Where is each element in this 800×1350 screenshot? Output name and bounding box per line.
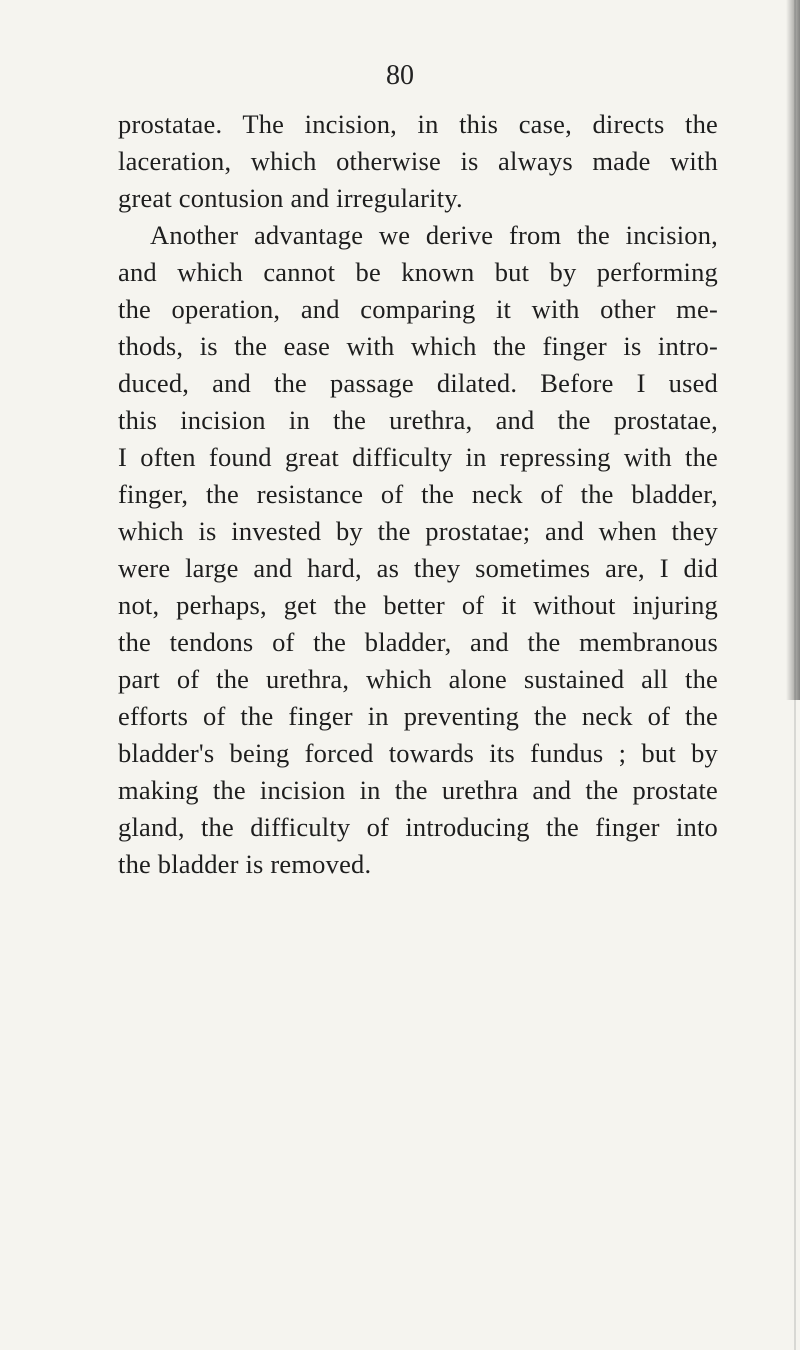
text-line: making the incision in the urethra and the prostate <box>118 775 718 805</box>
text-line: the bladder is removed. <box>118 849 372 879</box>
text-line: thods, is the ease with which the finger is intro- <box>118 331 718 361</box>
text-line: which is invested by the prostatae; and when they <box>118 516 718 546</box>
text-line: this incision in the urethra, and the prostatae, <box>118 405 718 435</box>
text-line: gland, the difficulty of introducing the finger into <box>118 812 718 842</box>
page-edge-shadow <box>786 0 800 700</box>
text-line: were large and hard, as they sometimes are, I did <box>118 553 718 583</box>
text-line: efforts of the finger in preventing the neck of the <box>118 701 718 731</box>
text-line: bladder's being forced towards its fundus ; but by <box>118 738 718 768</box>
text-line: the operation, and comparing it with other me- <box>118 294 718 324</box>
text-line: laceration, which otherwise is always made with <box>118 146 718 176</box>
text-line: and which cannot be known but by performing <box>118 257 718 287</box>
text-line: the tendons of the bladder, and the membranous <box>118 627 718 657</box>
body-text <box>118 106 718 883</box>
text-line: part of the urethra, which alone sustained all the <box>118 664 718 694</box>
paragraph-start-line: Another advantage we derive from the incision, <box>150 220 718 250</box>
text-line: not, perhaps, get the better of it without injuring <box>118 590 718 620</box>
page-number: 80 <box>386 60 414 91</box>
text-line: duced, and the passage dilated. Before I used <box>118 368 718 398</box>
text-line: I often found great difficulty in repressing with the <box>118 442 718 472</box>
text-line: prostatae. The incision, in this case, directs the <box>118 109 718 139</box>
text-line: great contusion and irregularity. <box>118 183 463 213</box>
text-line: finger, the resistance of the neck of the bladder, <box>118 479 718 509</box>
